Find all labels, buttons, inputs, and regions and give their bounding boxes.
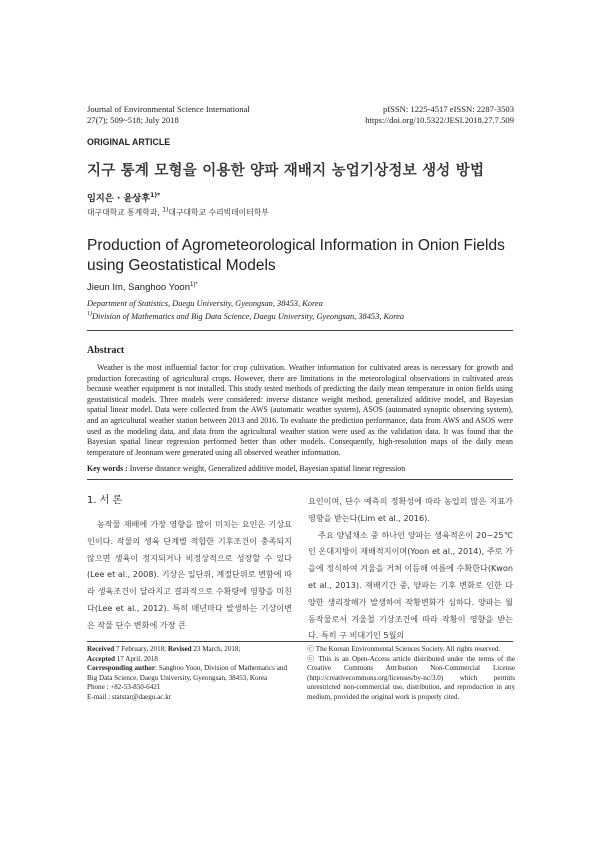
corresponding-author — [87, 664, 287, 683]
divider-top — [87, 330, 513, 331]
english-affil-2-sup: 1) — [87, 311, 92, 318]
issn-info — [365, 104, 514, 126]
korean-affil-sup: 1) — [162, 206, 169, 214]
korean-affiliation — [87, 207, 269, 218]
corr-label: Corresponding author — [87, 664, 155, 673]
keywords-text: Inverse distance weight, Generalized additive model, Bayesian spatial linear regression — [129, 464, 406, 473]
accepted-label: Accepted — [87, 654, 115, 663]
keywords-label: Key words : — [87, 464, 130, 473]
korean-title: 지구 통계 모형을 이용한 양파 재배지 농업기상정보 생성 방법 — [87, 163, 485, 179]
email[interactable]: E-mail : statstar@daegu.ac.kr — [87, 692, 172, 701]
received-label: Received — [87, 645, 115, 653]
article-type-label: ORIGINAL ARTICLE — [87, 137, 171, 147]
english-affiliations — [87, 297, 517, 323]
korean-affil-a: 대구대학교 통계학과, — [87, 208, 163, 217]
korean-author-names: 임지은 · 윤상후 — [87, 193, 151, 204]
accepted-line — [87, 655, 287, 665]
divider-footnote — [87, 641, 513, 642]
phone: Phone : +82-53-850-6421 — [87, 683, 161, 692]
footnote-license — [307, 645, 515, 703]
license-notice: ⓒ This is an Open-Access article distributed under the terms of the Creative Commons Attribution Non-Commercial License (http://creativecommons.org/licenses/by-nc/3.0) which permits unrestricted non-commercial use, distribution, and reproduction in any medium, provided the original work is properly cited. — [307, 654, 515, 701]
journal-volume: 27(7); 509~518; July 2018 — [87, 115, 179, 125]
body-column-left — [87, 516, 292, 634]
journal-name: Journal of Environmental Science International — [87, 104, 250, 114]
corr-text: : Sanghoo Yoon, Division of Mathematics and Big Data Science, Daegu University, Gyeongsan, 38453, Korea — [87, 664, 287, 682]
english-title: Production of Agrometeorological Information in Onion Fields using Geostatistical Models — [87, 237, 505, 274]
footnote-dates-contact — [87, 645, 287, 703]
english-affil-2: Division of Mathematics and Big Data Science, Daegu University, Gyeongsan, 38453, Korea — [92, 312, 405, 321]
divider-abstract — [87, 479, 513, 480]
issn: pISSN: 1225-4517 eISSN: 2287-3503 — [382, 104, 514, 114]
keywords — [87, 464, 513, 473]
english-affil-2-line — [87, 310, 517, 323]
english-author-names: Jieun Im, Sanghoo Yoon — [87, 282, 191, 293]
abstract-heading: Abstract — [87, 345, 125, 356]
english-affil-1: Department of Statistics, Daegu University, Gyeongsan, 38453, Korea — [87, 299, 323, 308]
revised-date: 23 March, 2018; — [191, 645, 241, 653]
doi-link[interactable]: https://doi.org/10.5322/JESI.2018.27.7.509 — [365, 115, 514, 125]
accepted-date: 17 April, 2018 — [114, 654, 158, 663]
intro-paragraph-2: 주요 양념채소 중 하나인 양파는 생육적온이 20∼25℃인 온대지방이 재배적지이며(Yoon et al., 2014), 주로 가을에 정식하여 겨울을 거쳐 이듬해 여름에 수확한다(Kwon et al., 2013). 재배기간 중, 양파는 기후 변화로 인한 다양한 생리장해가 발생하여 작황변화가 심하다. 양파는 월동작물로서 겨울철 기상조건에 따라 작황이 영향을 받는다. 특히 구 비대기인 5월의 — [308, 529, 513, 641]
korean-author-sup: 1)* — [150, 191, 161, 199]
korean-authors — [87, 190, 160, 204]
body-column-right — [308, 493, 513, 644]
received-line — [87, 645, 287, 655]
intro-paragraph-1-continued: 요인이며, 단수 예측의 정확성에 따라 농업의 많은 지표가 영향을 받는다(Lim et al., 2016). — [308, 496, 513, 523]
revised-label: Revised — [167, 645, 192, 653]
english-authors — [87, 282, 198, 293]
korean-affil-b: 대구대학교 수리빅데이터학부 — [168, 208, 269, 217]
journal-info — [87, 104, 250, 126]
received-date: 7 February, 2018; — [114, 645, 168, 653]
intro-paragraph-1: 농작물 재배에 가장 영향을 많이 미치는 요인은 기상요인이다. 작물의 생육 단계별 적합한 기후조건이 충족되지 않으면 생육이 정지되거나 비정상적으로 성장할 수 있다(Lee et al., 2008). 기상은 일단위, 계절단위로 변함에 따라 생육조건이 달라지고 결과적으로 수확량에 영향을 미친다(Lee et al., 2012). 특히 매년마다 발생하는 기상이변은 작물 단수 변화에 가장 큰 — [87, 519, 292, 630]
copyright-notice: ⓒ The Korean Environmental Sciences Society. All rights reserved. — [307, 645, 501, 653]
abstract-body: Weather is the most influential factor for crop cultivation. Weather information for cultivated areas is necessary for growth and production forecasting of agricultural crops. However, there are limitations in the meteorological observations in cultivated areas because weather equipment is not installed. This study tested methods of predicting the daily mean temperature in onion fields using geostatistical models. Three models were considered: inverse distance weight method, generalized additive model, and Bayesian spatial linear model. Data were collected from the AWS (automatic weather system), ASOS (automated synoptic observing system), and an agricultural weather station between 2013 and 2016. To evaluate the prediction performance, data from AWS and ASOS were used as the modeling data, and data from the agricultural weather station were used as the validation data. It was found that the Bayesian spatial linear regression performed better than other models. Consequently, high-resolution maps of the daily mean temperature of Jeonnam were generated using all observed weather information. — [87, 363, 513, 457]
english-author-sup: 1)* — [190, 281, 198, 288]
section-title-introduction: 1. 서 론 — [87, 495, 123, 506]
